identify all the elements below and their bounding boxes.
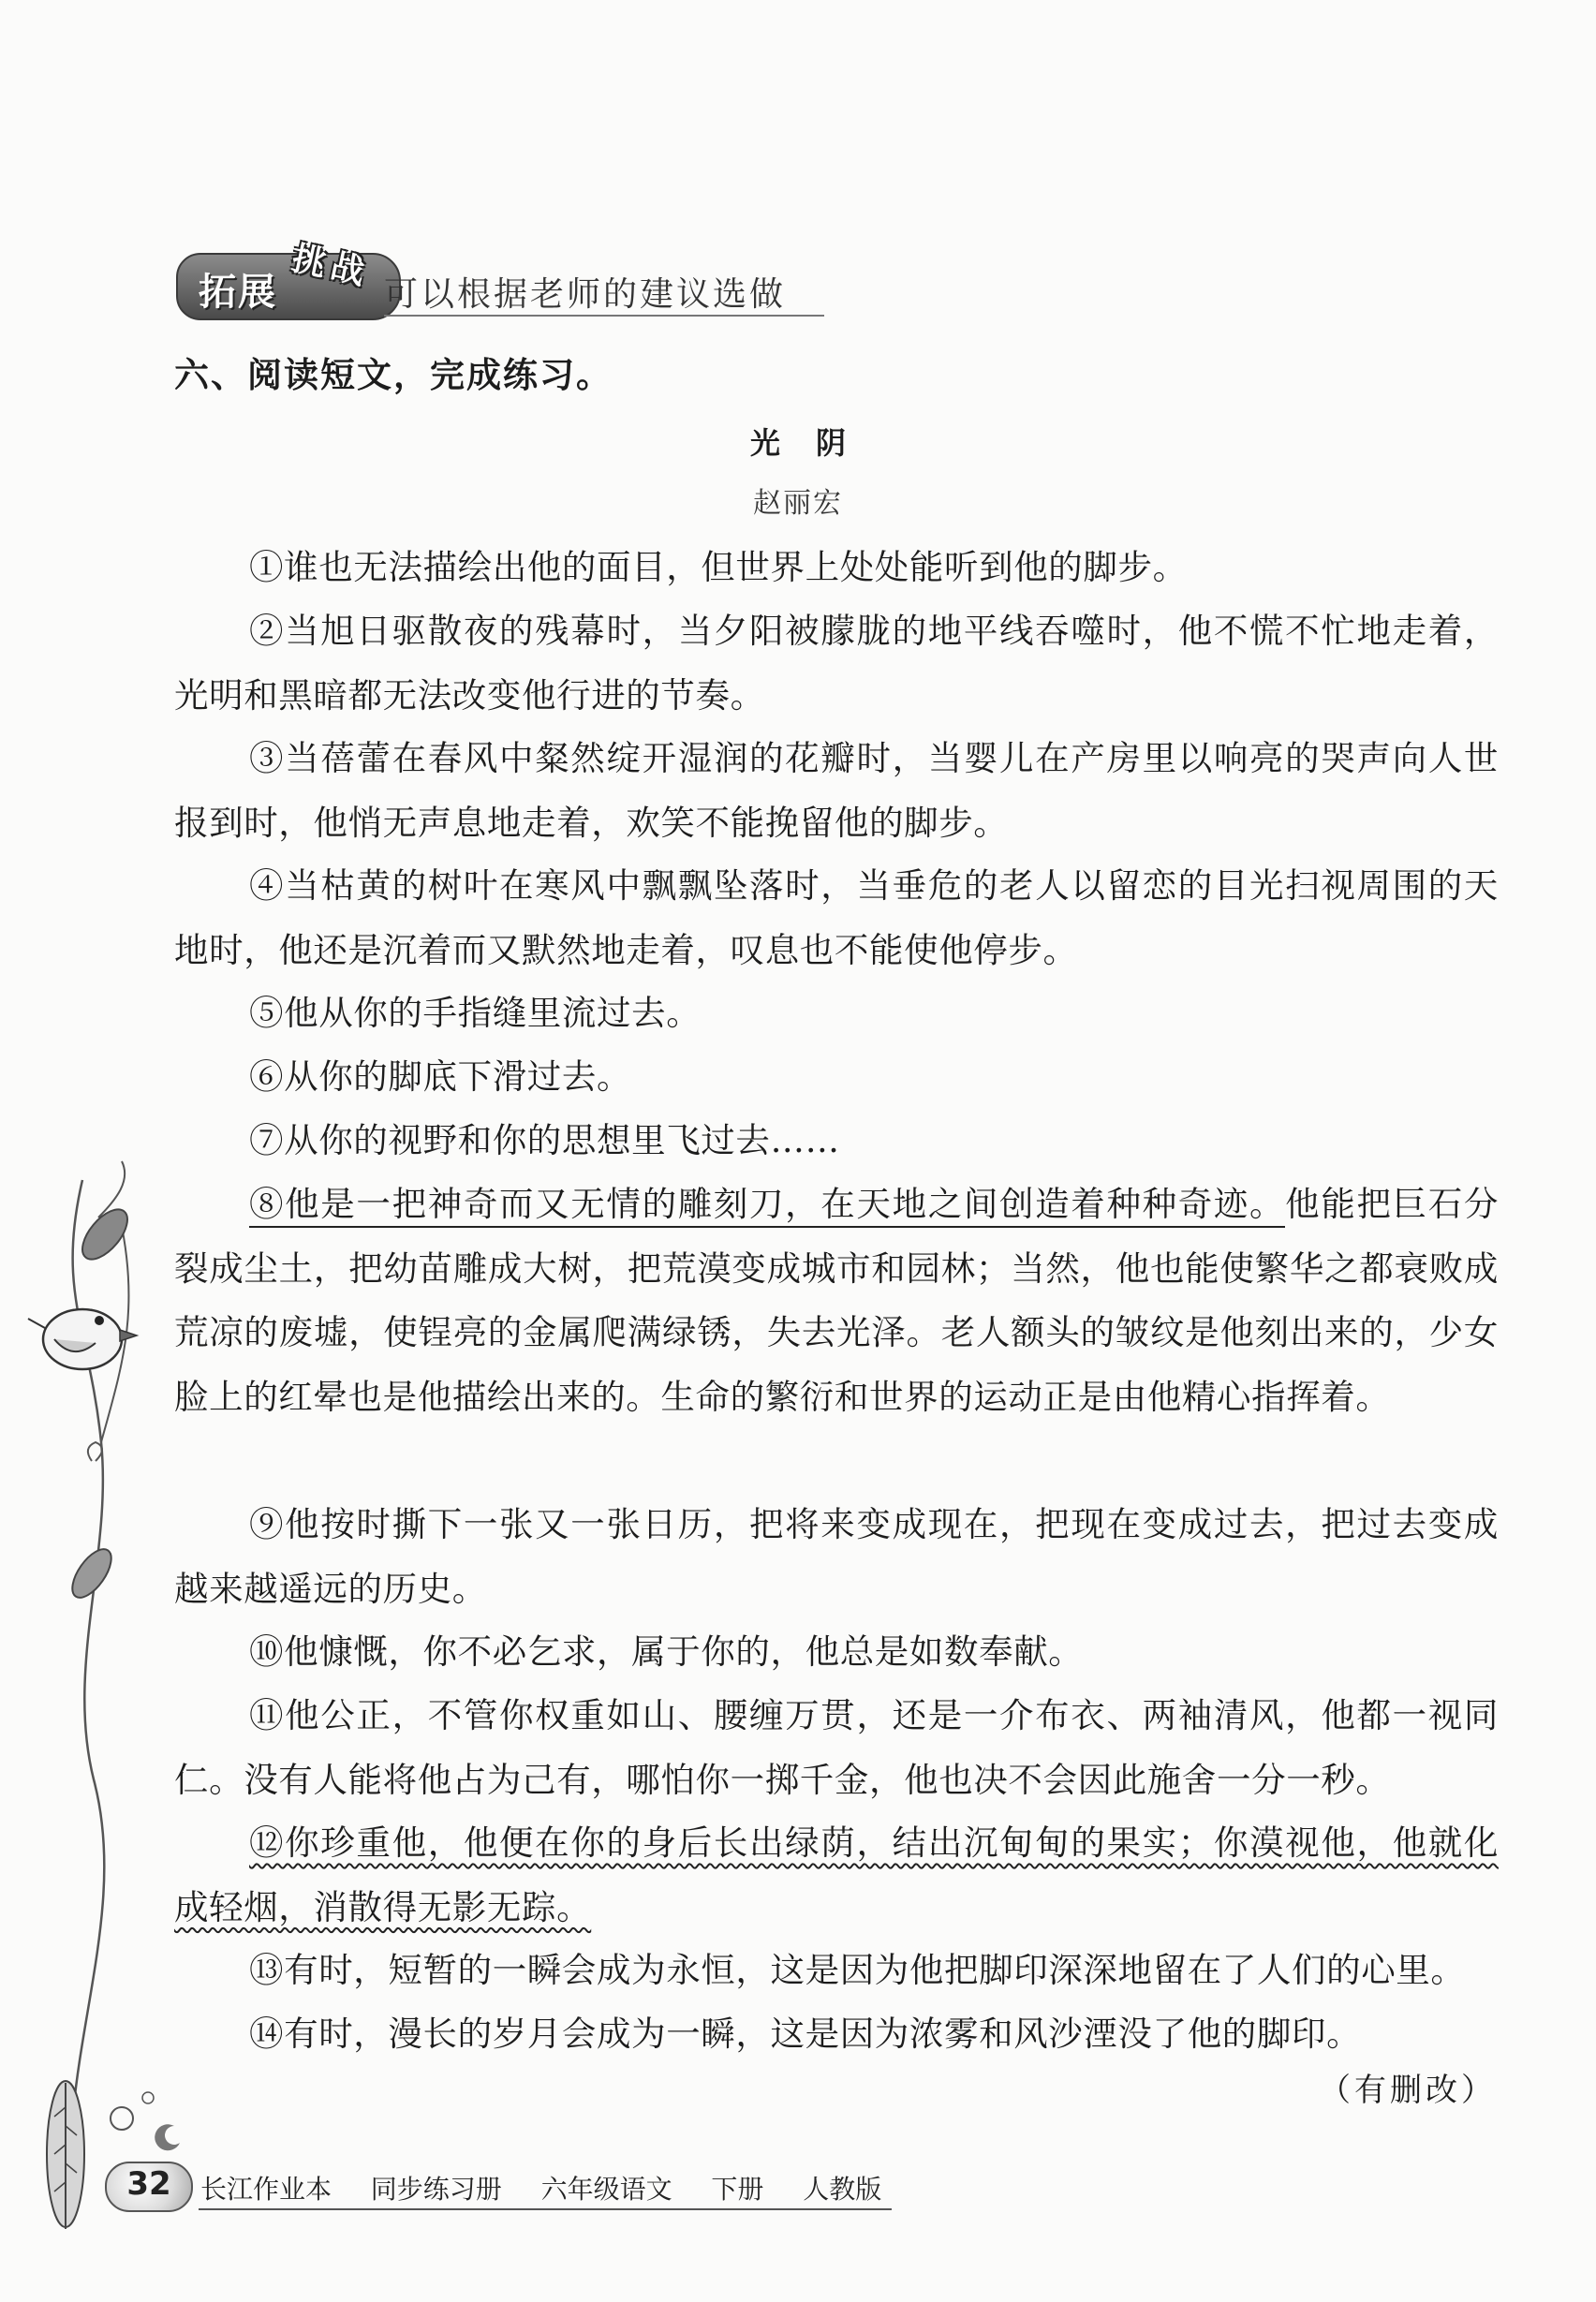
abridged-note: （有删改） bbox=[1319, 2072, 1497, 2109]
extension-challenge-badge bbox=[176, 239, 401, 320]
paragraph-13: ⑬有时，短暂的一瞬会成为永恒，这是因为他把脚印深深地留在了人们的心里。 bbox=[249, 1950, 1466, 1990]
paragraph-5: ⑤他从你的手指缝里流过去。 bbox=[249, 993, 702, 1033]
paragraph-11: ⑪他公正，不管你权重如山、腰缠万贯，还是一介布衣、两袖清风，他都一视同仁。没有人能将他占为己有，哪怕你一掷千金，他也决不会因此施舍一分一秒。 bbox=[174, 1695, 1499, 1800]
paragraph-1: ①谁也无法描绘出他的面目，但世界上处处能听到他的脚步。 bbox=[249, 547, 1188, 587]
paragraph-10: ⑩他慷慨，你不必乞求，属于你的，他总是如数奉献。 bbox=[249, 1631, 1084, 1672]
paragraph-3: ③当蓓蕾在春风中粲然绽开湿润的花瓣时，当婴儿在产房里以响亮的哭声向人世报到时，他悄无声息地走着，欢笑不能挽留他的脚步。 bbox=[174, 738, 1499, 843]
wavy-underlined-sentence: ⑫你珍重他，他便在你的身后长出绿荫，结出沉甸甸的果实；你漠视他，他就化成轻烟，消散得无影无踪。 bbox=[174, 1822, 1499, 1927]
header-note: 可以根据老师的建议选做 bbox=[384, 275, 787, 314]
header-underline bbox=[384, 315, 824, 317]
paragraph-6: ⑥从你的脚底下滑过去。 bbox=[249, 1056, 632, 1097]
page-number: 32 bbox=[126, 2165, 171, 2203]
paragraph-8 bbox=[174, 1173, 1499, 1429]
paragraph-7: ⑦从你的视野和你的思想里飞过去…… bbox=[249, 1120, 840, 1160]
paragraph-4: ④当枯黄的树叶在寒风中飘飘坠落时，当垂危的老人以留恋的目光扫视周围的天地时，他还是沉着而又默然地走着，叹息也不能使他停步。 bbox=[174, 865, 1499, 970]
footer-underline bbox=[199, 2208, 892, 2210]
section-title: 六、阅读短文，完成练习。 bbox=[174, 355, 613, 395]
paragraph-9: ⑨他按时撕下一张又一张日历，把将来变成现在，把现在变成过去，把过去变成越来越遥远的历史。 bbox=[174, 1504, 1499, 1609]
paragraph-2: ②当旭日驱散夜的残幕时，当夕阳被朦胧的地平线吞噬时，他不慌不忙地走着，光明和黑暗都无法改变他行进的节奏。 bbox=[174, 611, 1499, 716]
paragraph-8-rest: 他能把巨石分裂成尘土，把幼苗雕成大树，把荒漠变成城市和园林；当然，他也能使繁华之都衰败成荒凉的废墟，使锃亮的金属爬满绿锈，失去光泽。老人额头的皱纹是他刻出来的，少女脸上的红晕也是他描绘出来的。生命的繁衍和世界的运动正是由他精心指挥着。 bbox=[174, 1184, 1499, 1417]
badge-sub-label: 挑战 bbox=[288, 239, 374, 294]
underlined-sentence: ⑧他是一把神奇而又无情的雕刻刀，在天地之间创造着种种奇迹。 bbox=[249, 1184, 1285, 1228]
paragraph-12 bbox=[174, 1811, 1499, 1940]
page-number-badge bbox=[105, 2162, 193, 2212]
article-author: 赵丽宏 bbox=[753, 487, 843, 520]
bird-icon bbox=[28, 1309, 137, 1369]
paragraph-14: ⑭有时，漫长的岁月会成为一瞬，这是因为浓雾和风沙湮没了他的脚印。 bbox=[249, 2014, 1362, 2054]
article-title: 光阴 bbox=[749, 425, 881, 461]
badge-main-label: 拓展 bbox=[199, 271, 277, 314]
footer-book-info: 长江作业本 同步练习册 六年级语文 下册 人教版 bbox=[200, 2174, 882, 2205]
